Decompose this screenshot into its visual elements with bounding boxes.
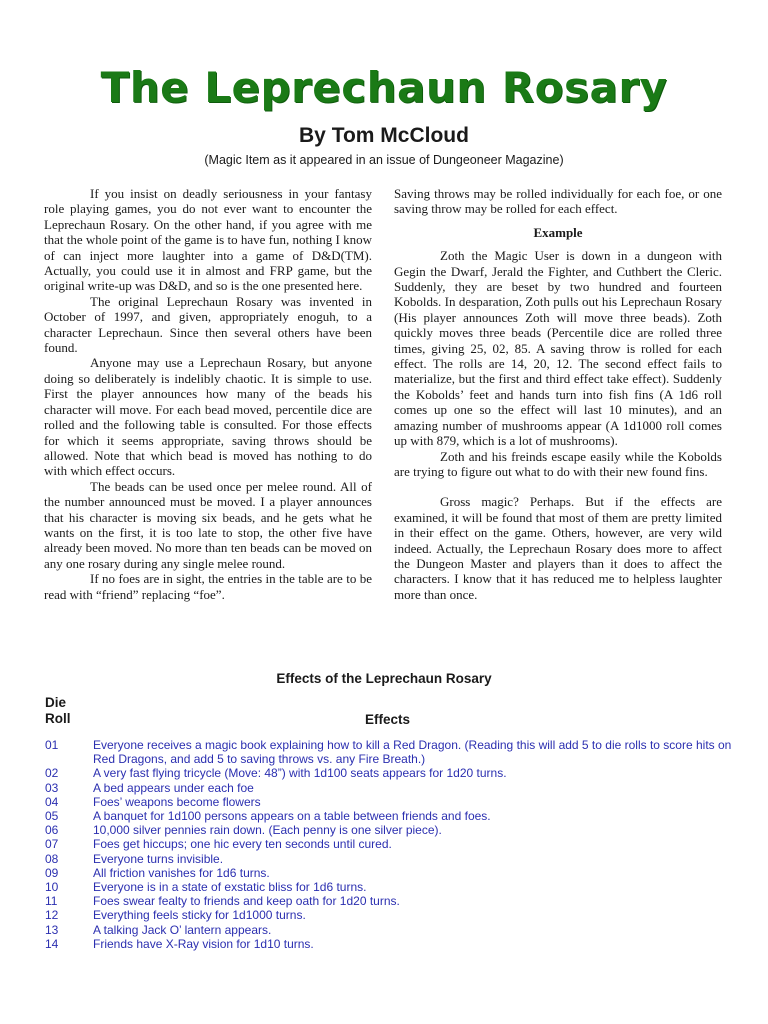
example-heading: Example bbox=[533, 224, 583, 240]
table-row bbox=[45, 837, 735, 851]
body-paragraph: The original Leprechaun Rosary was invented in October of 1997, and given, appropriately enoguh, to a character Leprechaun. Since then several others have been found. bbox=[44, 293, 372, 356]
document-title: The Leprechaun Rosary bbox=[100, 63, 668, 112]
effect-text: Everyone turns invisible. bbox=[93, 851, 224, 866]
table-row bbox=[45, 795, 735, 809]
roll-number: 07 bbox=[45, 837, 59, 852]
effect-text: Everything feels sticky for 1d1000 turns. bbox=[93, 908, 306, 923]
effect-text: Foes’ weapons become flowers bbox=[93, 794, 261, 809]
effect-text: Foes swear fealty to friends and keep oath for 1d20 turns. bbox=[93, 894, 400, 909]
effect-text: A talking Jack O’ lantern appears. bbox=[93, 922, 272, 937]
table-row bbox=[45, 894, 735, 908]
effects-header: Effects bbox=[365, 712, 411, 727]
table-row bbox=[45, 823, 735, 837]
table-title: Effects of the Leprechaun Rosary bbox=[276, 671, 492, 686]
roll-number: 02 bbox=[45, 766, 59, 781]
roll-number: 14 bbox=[45, 936, 59, 951]
die-roll-header-line2: Roll bbox=[45, 711, 71, 726]
effect-text: All friction vanishes for 1d6 turns. bbox=[93, 865, 270, 880]
effects-table bbox=[45, 738, 735, 951]
table-row bbox=[45, 738, 735, 766]
table-row bbox=[45, 880, 735, 894]
roll-number: 08 bbox=[45, 851, 59, 866]
body-paragraph: Gross magic? Perhaps. But if the effects are examined, it will be found that most of them are pretty limited in their effect on the game. Others, however, are very wild indeed. Actually, the Leprechaun Rosary does more to affect the Dungeon Master and players than it does to affect the characters. I know that it has reduced me to helpless laughter more than once. bbox=[394, 494, 722, 602]
source-note: (Magic Item as it appeared in an issue of Dungeoneer Magazine) bbox=[204, 153, 564, 167]
table-row bbox=[45, 809, 735, 823]
body-paragraph: If you insist on deadly seriousness in your fantasy role playing games, you do not ever want to encounter the Leprechaun Rosary. On the other hand, if you agree with me that the whole point of the game is to have fun, nothing I know of can inject more laughter into a game of D&D(TM). Actually, you could use it in almost and FRP game, but the original write-up was D&D, and so is the one presented here. bbox=[44, 186, 372, 294]
roll-number: 12 bbox=[45, 908, 59, 923]
table-row bbox=[45, 766, 735, 780]
effect-text: 10,000 silver pennies rain down. (Each penny is one silver piece). bbox=[93, 823, 442, 838]
effect-text: A bed appears under each foe bbox=[93, 780, 254, 795]
paragraph-gap bbox=[394, 479, 722, 494]
roll-number: 01 bbox=[45, 738, 59, 752]
author-byline: By Tom McCloud bbox=[299, 124, 469, 147]
table-row bbox=[45, 937, 735, 951]
roll-number: 03 bbox=[45, 780, 59, 795]
effect-text: A very fast flying tricycle (Move: 48”) with 1d100 seats appears for 1d20 turns. bbox=[93, 766, 507, 781]
roll-number: 06 bbox=[45, 823, 59, 838]
body-paragraph: The beads can be used once per melee round. All of the number announced must be moved. I a player announces that his character is moving six beads, and he gets what he wants on the first, it is too late to stop, the other five have already been moved. No more than ten beads can be moved on any one rosary during any single melee round. bbox=[44, 478, 372, 571]
effect-text: Everyone receives a magic book explaining how to kill a Red Dragon. (Reading this will add 5 to die rolls to score hits on Red Dragons, and add 5 to saving throws vs. any Fire Breath.) bbox=[93, 738, 732, 767]
roll-number: 10 bbox=[45, 880, 59, 895]
body-paragraph: Zoth the Magic User is down in a dungeon with Gegin the Dwarf, Jerald the Fighter, and Cuthbert the Cleric. Suddenly, they are beset by two hundred and fourteen Kobolds. In desparation, Zoth pulls out his Leprechaun Rosary (His player announces Zoth will move three beads). Zoth quickly moves three beads (Percentile dice are rolled three times, giving 25, 02, 85. A saving throw is rolled for each effect. The rolls are 14, 20, 12. The second effect fails to materialize, but the first and third effect take effect). Suddenly the Kobolds’ feet and hands turn into fish fins (A 1d6 roll comes up one so the effect will last 10 minutes), and an amazing number of mushrooms appear (A 1d1000 roll comes up with 879, which is a lot of mushrooms). bbox=[394, 248, 722, 449]
body-paragraph: Anyone may use a Leprechaun Rosary, but anyone doing so deliberately is indelibly chaotic. It is simple to use. First the player announces how many of the beads his character will move. For each bead moved, percentile dice are rolled and the following table is consulted. For those effects for which it seems appropriate, saving throws should be allowed. Note that which bead is moved has nothing to do with which effect occurs. bbox=[44, 355, 372, 479]
table-row bbox=[45, 852, 735, 866]
effect-text: A banquet for 1d100 persons appears on a table between friends and foes. bbox=[93, 809, 491, 824]
table-row bbox=[45, 781, 735, 795]
left-column bbox=[44, 186, 372, 602]
right-column bbox=[394, 186, 722, 602]
body-paragraph: Saving throws may be rolled individually for each foe, or one saving throw may be rolled for each effect. bbox=[394, 186, 722, 217]
die-roll-header-line1: Die bbox=[45, 695, 67, 710]
table-row bbox=[45, 866, 735, 880]
roll-number: 09 bbox=[45, 865, 59, 880]
table-row bbox=[45, 908, 735, 922]
body-paragraph: Zoth and his freinds escape easily while the Kobolds are trying to figure out what to do with their new found fins. bbox=[394, 448, 722, 479]
effect-text: Foes get hiccups; one hic every ten seconds until cured. bbox=[93, 837, 392, 852]
roll-number: 13 bbox=[45, 922, 59, 937]
roll-number: 11 bbox=[45, 894, 58, 909]
die-roll-header bbox=[45, 695, 105, 727]
table-row bbox=[45, 923, 735, 937]
body-paragraph: If no foes are in sight, the entries in the table are to be read with “friend” replacing “foe”. bbox=[44, 571, 372, 602]
roll-number: 05 bbox=[45, 809, 59, 824]
effect-text: Friends have X-Ray vision for 1d10 turns. bbox=[93, 936, 314, 951]
roll-number: 04 bbox=[45, 794, 59, 809]
effect-text: Everyone is in a state of exstatic bliss for 1d6 turns. bbox=[93, 880, 367, 895]
